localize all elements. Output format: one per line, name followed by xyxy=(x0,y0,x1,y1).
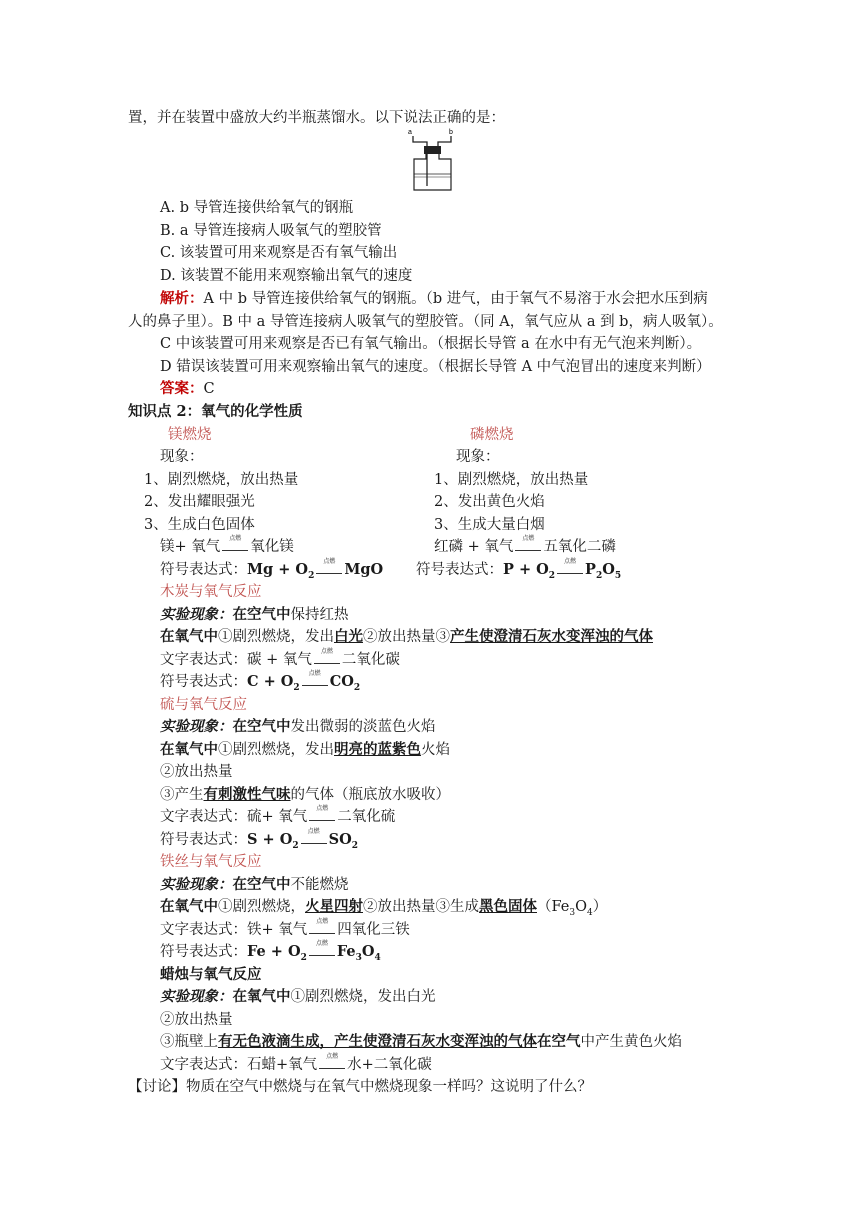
tube-a-label: a xyxy=(408,129,412,136)
answer-label: 答案： xyxy=(160,380,204,397)
mg-phen-3: 3、生成白色固体 xyxy=(144,517,255,533)
analysis-label: 解析： xyxy=(160,290,204,307)
ignite-arrow: 点燃 xyxy=(222,541,248,553)
ignite-arrow: 点燃 xyxy=(309,946,335,958)
carbon-title: 木炭与氧气反应 xyxy=(160,584,262,600)
section-title: 知识点 2：氧气的化学性质 xyxy=(128,403,303,420)
answer-value: C xyxy=(203,381,215,397)
sulfur-symbol-equation: 符号表达式：$S + O_2$ 点燃 $SO_2$ xyxy=(160,828,358,851)
candle-products: ③瓶壁上有无色液滴生成，产生使澄清石灰水变浑浊的气体在空气中产生黄色火焰 xyxy=(160,1033,682,1050)
carbon-o2: 在氧气中①剧烈燃烧，发出白光②放出热量③产生使澄清石灰水变浑浊的气体 xyxy=(160,628,653,645)
p-title: 磷燃烧 xyxy=(470,427,514,443)
analysis-line-4: D 错误该装置可用来观察输出氧气的速度。（根据长导管 A 中气泡冒出的速度来判断） xyxy=(160,359,711,375)
candle-heat: ②放出热量 xyxy=(160,1012,233,1028)
carbon-symbol-equation: 符号表达式：$C + O_2$ 点燃 $CO_2$ xyxy=(160,670,361,693)
option-b: B. a 导管连接病人吸氧气的塑胶管 xyxy=(160,223,382,239)
ignite-arrow: 点燃 xyxy=(301,834,327,846)
tube-b-label: b xyxy=(449,129,453,136)
p-symbol-equation: 符号表达式：$P + O_2$ 点燃 $P_2O_5$ xyxy=(416,558,622,581)
sulfur-heat: ②放出热量 xyxy=(160,764,233,780)
option-d: D. 该装置不能用来观察输出氧气的速度 xyxy=(160,268,413,284)
mg-symbol-equation: 符号表达式：$Mg + O_2$ 点燃 MgO xyxy=(160,558,384,581)
mg-word-equation: 镁+ 氧气 点燃 氧化镁 xyxy=(160,535,294,555)
analysis-line-2: 人的鼻子里）。B 中 a 导管连接病人吸氧气的塑胶管。（同 A，氧气应从 a 到 b，病人吸氧）。 xyxy=(128,314,723,330)
ignite-arrow: 点燃 xyxy=(309,811,335,823)
ignite-arrow: 点燃 xyxy=(319,1059,345,1071)
iron-title: 铁丝与氧气反应 xyxy=(160,854,262,870)
mg-title: 镁燃烧 xyxy=(168,427,212,443)
mg-phen-1: 1、剧烈燃烧，放出热量 xyxy=(144,472,299,488)
iron-o2: 在氧气中①剧烈燃烧，火星四射②放出热量③生成黑色固体$(Fe_3O_4)$ xyxy=(160,898,608,918)
p-word-equation: 红磷 + 氧气 点燃 五氧化二磷 xyxy=(434,535,616,555)
p-phen-2: 2、发出黄色火焰 xyxy=(434,494,545,510)
discussion-question: 【讨论】物质在空气中燃烧与在氧气中燃烧现象一样吗？这说明了什么？ xyxy=(128,1079,592,1095)
carbon-word-equation: 文字表达式：碳 + 氧气 点燃 二氧化碳 xyxy=(160,648,400,668)
ignite-arrow: 点燃 xyxy=(557,564,583,576)
sulfur-air: 实验现象：在空气中发出微弱的淡蓝色火焰 xyxy=(160,718,436,735)
gas-washing-bottle-figure xyxy=(405,126,459,192)
sulfur-o2: 在氧气中①剧烈燃烧，发出明亮的蓝紫色火焰 xyxy=(160,741,450,758)
ignite-arrow: 点燃 xyxy=(314,654,340,666)
sulfur-title: 硫与氧气反应 xyxy=(160,697,247,713)
candle-title: 蜡烛与氧气反应 xyxy=(160,966,262,983)
iron-word-equation: 文字表达式：铁+ 氧气 点燃 四氧化三铁 xyxy=(160,918,410,938)
option-a: A. b 导管连接供给氧气的钢瓶 xyxy=(160,200,354,216)
ignite-arrow: 点燃 xyxy=(309,924,335,936)
sulfur-word-equation: 文字表达式：硫+ 氧气 点燃 二氧化硫 xyxy=(160,805,396,825)
mg-phenomenon-label: 现象： xyxy=(160,449,204,465)
candle-word-equation: 文字表达式：石蜡+氧气 点燃 水+二氧化碳 xyxy=(160,1053,432,1073)
option-c: C. 该装置可用来观察是否有氧气输出 xyxy=(160,245,398,261)
mg-phen-2: 2、发出耀眼强光 xyxy=(144,494,255,510)
analysis-line-3: C 中该装置可用来观察是否已有氧气输出。（根据长导管 a 在水中有无气泡来判断）。 xyxy=(160,336,702,352)
p-phen-3: 3、生成大量白烟 xyxy=(434,517,545,533)
iron-symbol-equation: 符号表达式：$Fe + O_2$ 点燃 $Fe_3O_4$ xyxy=(160,940,381,963)
p-phen-1: 1、剧烈燃烧，放出热量 xyxy=(434,472,589,488)
ignite-arrow: 点燃 xyxy=(515,541,541,553)
ignite-arrow: 点燃 xyxy=(302,676,328,688)
answer-line xyxy=(160,379,215,399)
carbon-air: 实验现象：在空气中保持红热 xyxy=(160,606,349,623)
candle-o2: 实验现象：在氧气中①剧烈燃烧，发出白光 xyxy=(160,988,436,1005)
analysis-line-1: 解析：A 中 b 导管连接供给氧气的钢瓶。（b 进气，由于氧气不易溶于水会把水压到病 xyxy=(160,290,708,307)
p-phenomenon-label: 现象： xyxy=(456,449,500,465)
question-intro: 置，并在装置中盛放大约半瓶蒸馏水。以下说法正确的是： xyxy=(128,110,505,126)
iron-air: 实验现象：在空气中不能燃烧 xyxy=(160,876,349,893)
sulfur-gas: ③产生有刺激性气味的气体（瓶底放水吸收） xyxy=(160,786,450,803)
ignite-arrow: 点燃 xyxy=(316,564,342,576)
